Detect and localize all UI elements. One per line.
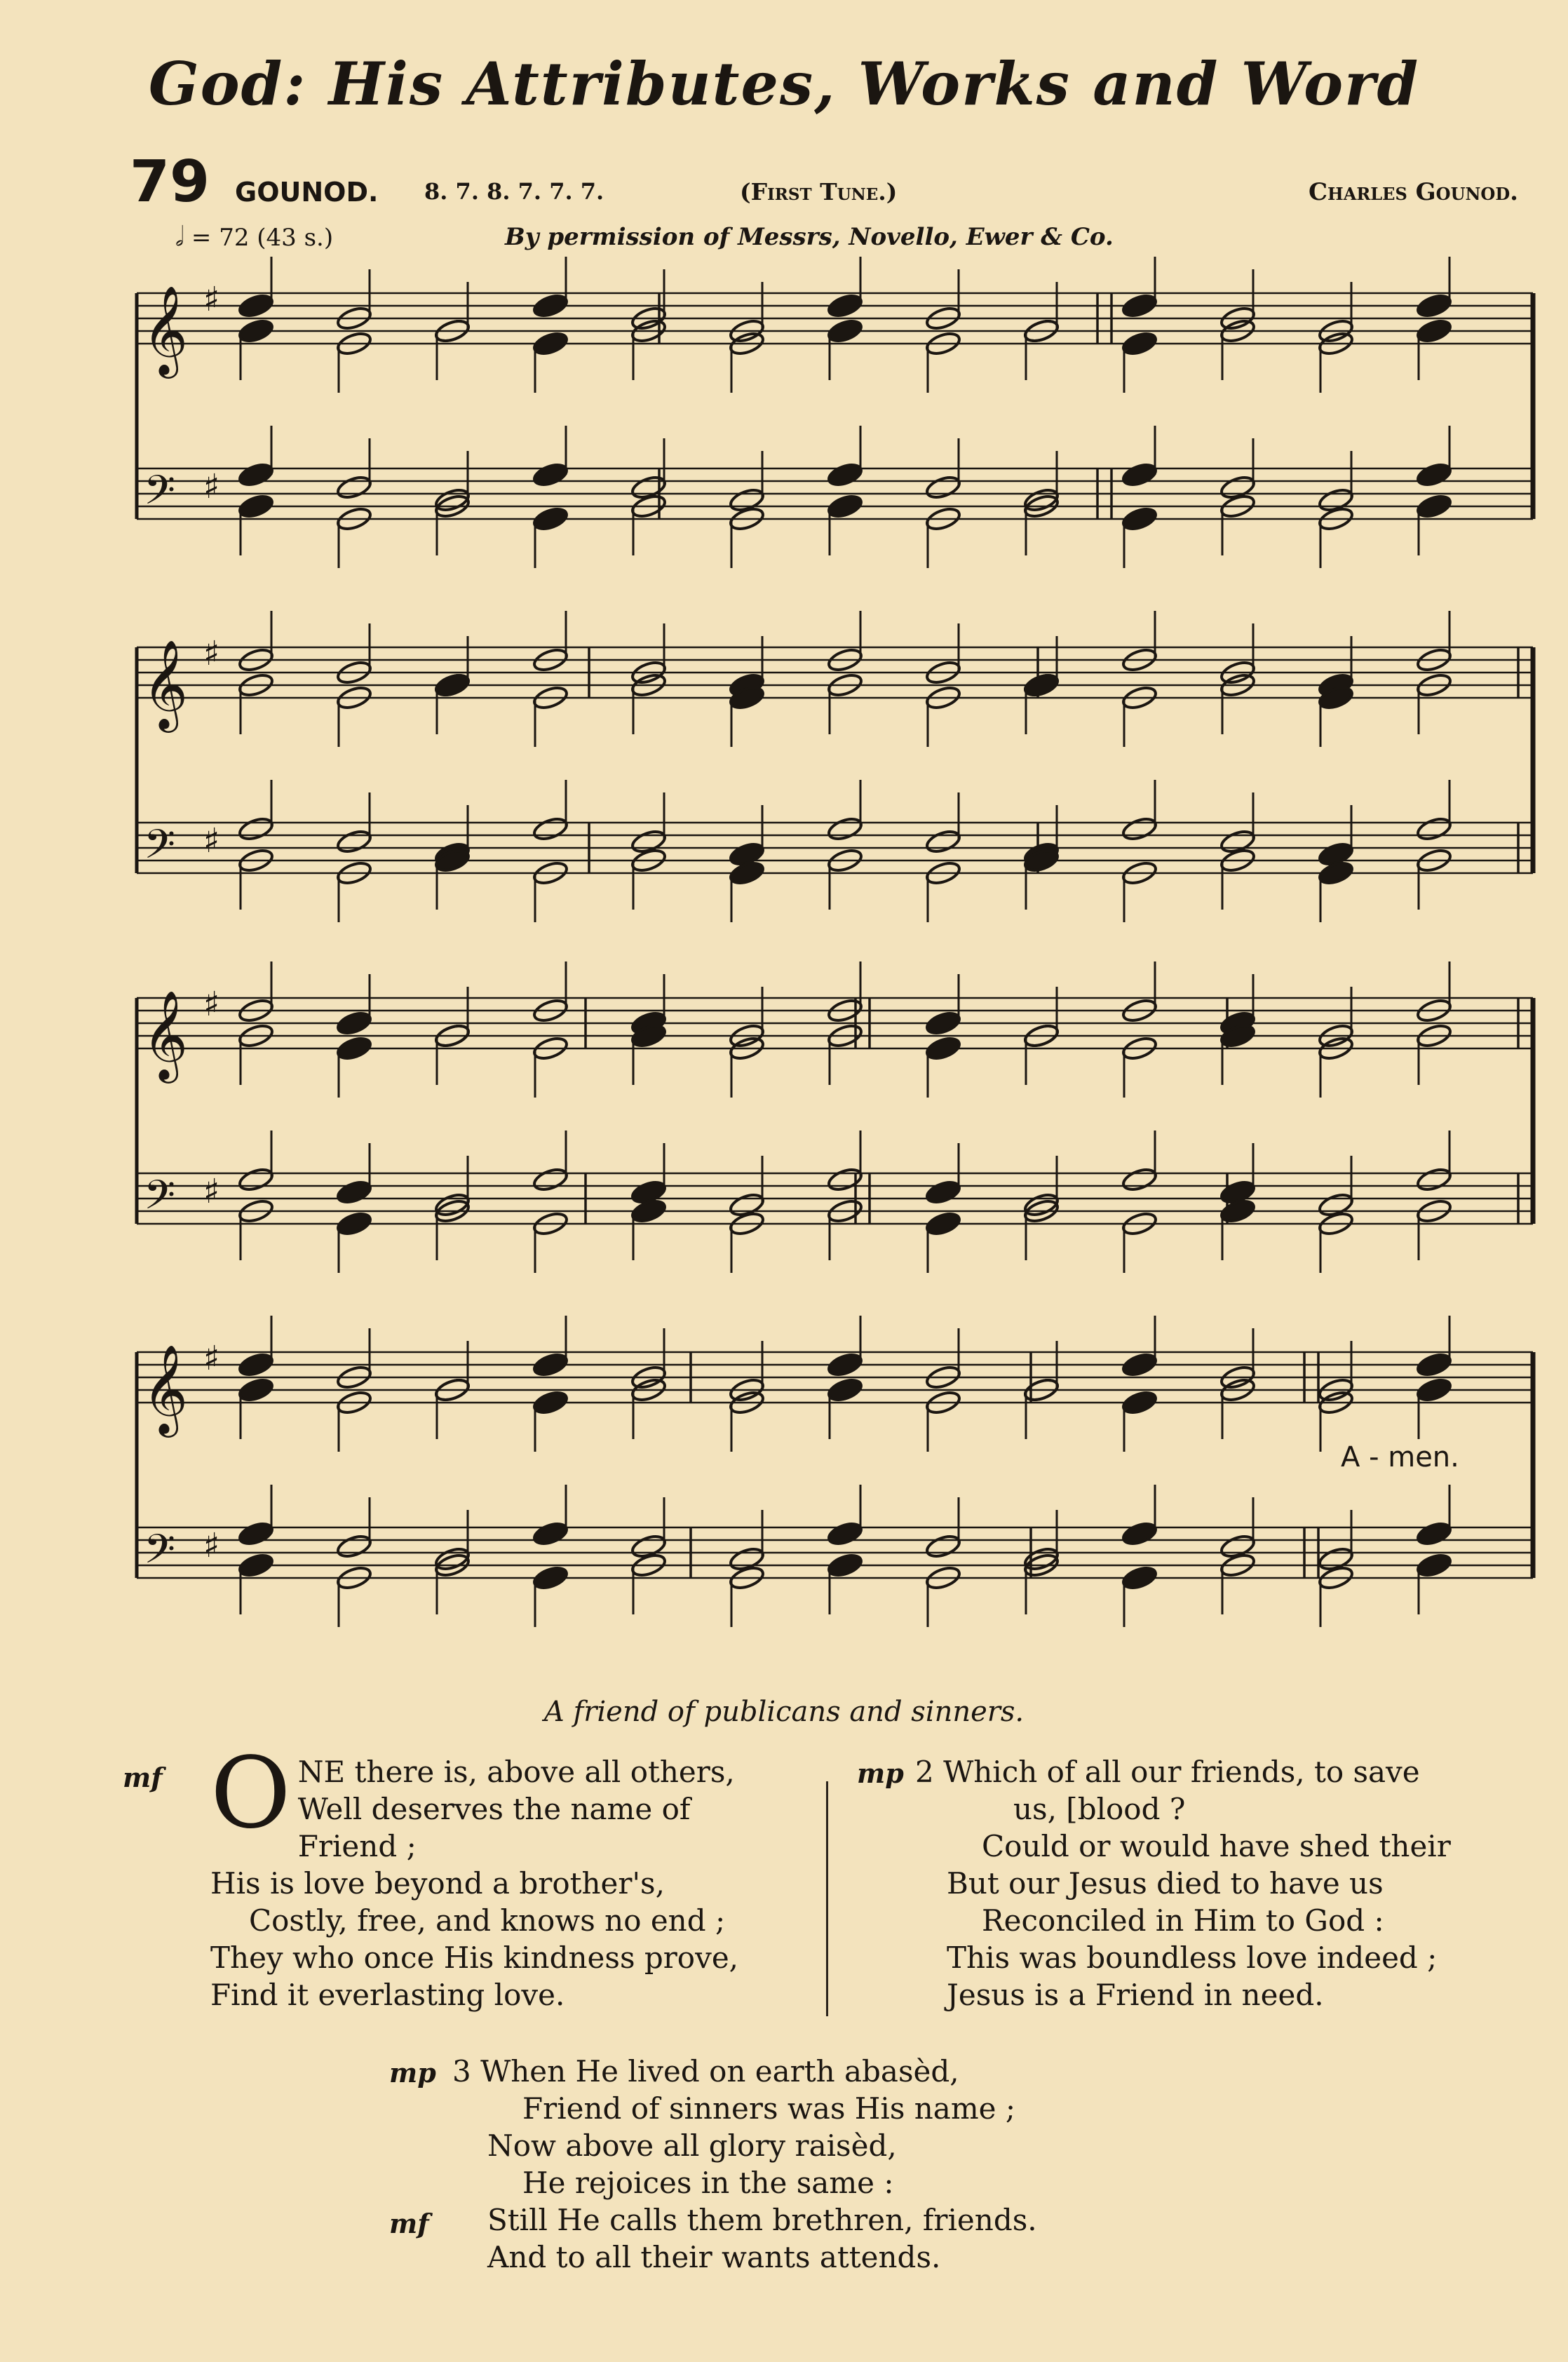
note-head <box>335 828 372 856</box>
note-head <box>532 1565 569 1592</box>
note-head <box>237 816 274 843</box>
note-head <box>1121 292 1158 320</box>
note-head <box>335 474 372 501</box>
meter: 8. 7. 8. 7. 7. 7. <box>424 178 604 205</box>
clef-icon: 𝄢 <box>144 821 176 878</box>
verse-line: They who once His kindness prove, <box>210 1941 739 1975</box>
clef-icon: 𝄢 <box>144 1171 176 1229</box>
clef-icon: ♯ <box>203 1172 220 1211</box>
score-systems <box>137 257 1533 1627</box>
hymn-number: 79 <box>130 149 210 215</box>
verse-line: Jesus is a Friend in need. <box>947 1978 1324 2012</box>
note-head <box>1415 1166 1452 1194</box>
verse3-dynamic: mp <box>389 2057 436 2088</box>
clef-icon: ♯ <box>203 634 220 673</box>
verse-line: us, [blood ? <box>1013 1792 1186 1826</box>
note-head <box>237 1520 274 1548</box>
verse-line: This was boundless love indeed ; <box>947 1941 1438 1975</box>
note-head <box>924 1010 961 1037</box>
note-head <box>1415 1377 1452 1404</box>
note-head <box>1022 672 1060 699</box>
note-head <box>237 461 274 489</box>
verse-2 <box>915 1753 1568 2013</box>
page-title: God: His Attributes, Works and Word <box>148 49 1420 119</box>
note-head <box>335 1210 372 1238</box>
column-divider <box>826 1781 828 2016</box>
note-head <box>924 1533 961 1560</box>
note-head <box>924 1035 961 1062</box>
clef-icon: 𝄞 <box>142 285 189 374</box>
note-head <box>826 1377 863 1404</box>
note-head <box>532 330 569 358</box>
note-head <box>826 318 863 345</box>
note-head <box>237 1166 274 1194</box>
clef-icon: ♯ <box>203 280 220 319</box>
verse-line: And to all their wants attends. <box>487 2240 941 2274</box>
clef-icon: 𝄢 <box>144 1525 176 1583</box>
note-head <box>1121 506 1158 533</box>
note-head <box>1121 1520 1158 1548</box>
verse-line: Still He calls them brethren, friends. <box>487 2203 1037 2237</box>
verse-line: 3 When He lived on earth abasèd, <box>452 2054 959 2088</box>
clef-icon: 𝄞 <box>142 990 189 1079</box>
note-head <box>1415 1520 1452 1548</box>
permission-note: By permission of Messrs, Novello, Ewer & Co. <box>505 223 1114 251</box>
note-head <box>826 1520 863 1548</box>
note-head <box>532 816 569 843</box>
clef-icon: ♯ <box>203 985 220 1024</box>
note-head <box>1121 461 1158 489</box>
note-head <box>924 1179 961 1206</box>
note-head <box>1121 1565 1158 1592</box>
note-head <box>826 292 863 320</box>
clef-icon: ♯ <box>203 467 220 506</box>
verse-line: NE there is, above all others, <box>297 1755 735 1789</box>
clef-icon: ♯ <box>203 1526 220 1565</box>
clef-icon: 𝄞 <box>142 639 189 729</box>
verse-line: He rejoices in the same : <box>522 2166 894 2200</box>
note-head <box>1121 1166 1158 1194</box>
clef-icon: ♯ <box>203 1339 220 1378</box>
verse-line: Well deserves the name of <box>297 1792 691 1826</box>
verse-line: Friend ; <box>297 1829 417 1863</box>
verse-line: Find it everlasting love. <box>210 1978 565 2012</box>
verse1-dynamic: mf <box>123 1762 163 1793</box>
note-head <box>826 1552 863 1579</box>
clef-icon: 𝄢 <box>144 466 176 524</box>
note-head <box>924 1210 961 1238</box>
note-head <box>433 672 471 699</box>
note-head <box>335 1010 372 1037</box>
note-head <box>1121 330 1158 358</box>
verse-line: 2 Which of all our friends, to save <box>915 1755 1420 1789</box>
note-head <box>335 1179 372 1206</box>
note-head <box>924 828 961 856</box>
note-head <box>1415 1552 1452 1579</box>
tempo-text: = 72 (43 s.) <box>191 224 334 252</box>
note-head <box>1415 1351 1452 1379</box>
note-head <box>237 318 274 345</box>
note-head <box>237 1351 274 1379</box>
verse-line: His is love beyond a brother's, <box>210 1866 665 1901</box>
note-head <box>237 1377 274 1404</box>
verse-line: But our Jesus died to have us <box>947 1866 1384 1901</box>
tune-name: GOUNOD. <box>235 177 379 208</box>
composer: Charles Gounod. <box>1308 178 1518 206</box>
note-head <box>335 1533 372 1560</box>
hymn-caption: A friend of publicans and sinners. <box>543 1696 1025 1728</box>
note-head <box>1415 493 1452 520</box>
note-head <box>1121 816 1158 843</box>
verse-line: Could or would have shed their <box>982 1829 1451 1863</box>
note-head <box>237 1552 274 1579</box>
verse-1 <box>210 1736 912 2013</box>
verse-line: Now above all glory raisèd, <box>487 2128 897 2163</box>
note-head <box>826 816 863 843</box>
clef-icon: 𝄞 <box>142 1344 189 1433</box>
half-note-icon: 𝅗𝅥 <box>175 221 184 252</box>
note-head <box>532 1520 569 1548</box>
verse2-dynamic: mp <box>857 1757 904 1789</box>
note-head <box>1415 816 1452 843</box>
note-head <box>532 1166 569 1194</box>
clef-icon: ♯ <box>203 821 220 861</box>
note-head <box>1121 1351 1158 1379</box>
note-head <box>1121 1389 1158 1417</box>
note-head <box>826 1166 863 1194</box>
tune-label: (First Tune.) <box>740 178 898 205</box>
drop-cap: O <box>210 1736 291 1851</box>
note-head <box>826 461 863 489</box>
verse-3 <box>452 2053 1434 2276</box>
verse-line: Costly, free, and knows no end ; <box>249 1903 726 1938</box>
verse3-dynamic-2: mf <box>389 2208 429 2239</box>
note-head <box>826 493 863 520</box>
note-head <box>1415 461 1452 489</box>
note-head <box>1415 292 1452 320</box>
amen-text: A - men. <box>1341 1441 1459 1473</box>
verse-line: Reconciled in Him to God : <box>982 1903 1384 1938</box>
note-head <box>532 1351 569 1379</box>
note-head <box>237 292 274 320</box>
note-head <box>532 292 569 320</box>
note-head <box>335 1035 372 1062</box>
note-head <box>1415 318 1452 345</box>
note-head <box>532 506 569 533</box>
verse-line: Friend of sinners was His name ; <box>522 2091 1016 2126</box>
note-head <box>532 461 569 489</box>
note-head <box>924 474 961 501</box>
note-head <box>532 1389 569 1417</box>
note-head <box>237 493 274 520</box>
note-head <box>826 1351 863 1379</box>
